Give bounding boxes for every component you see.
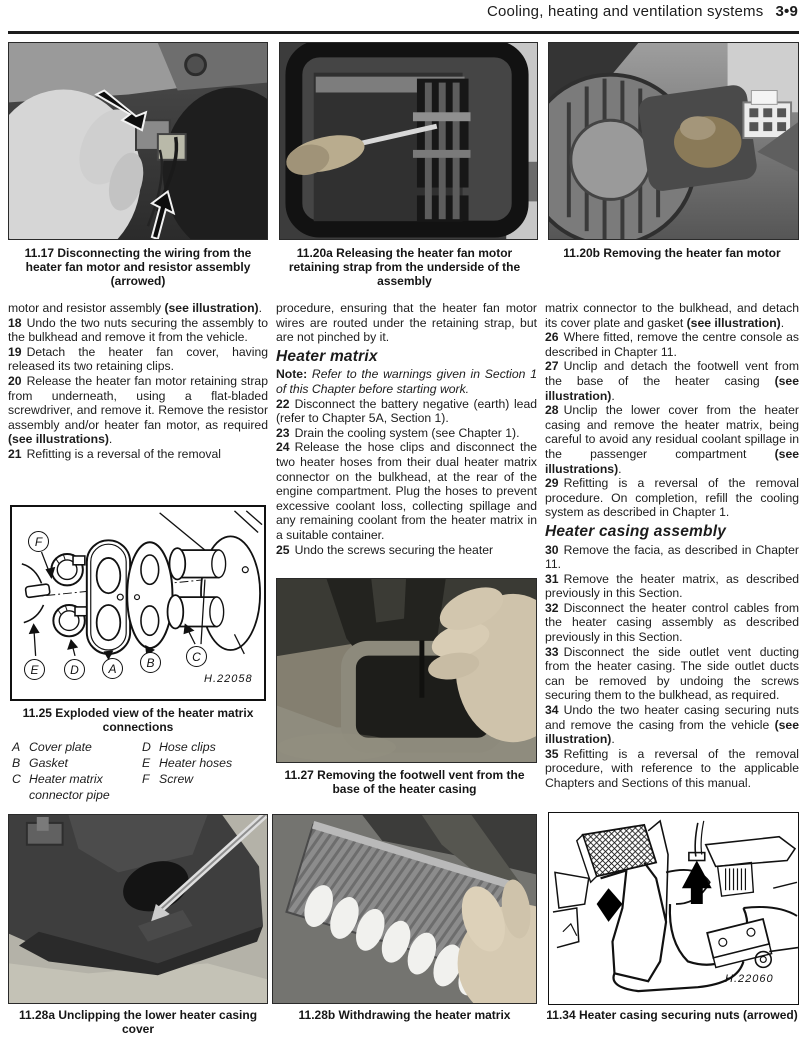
drawing-code: H.22058: [204, 673, 253, 685]
diagram-caption: 11.34 Heater casing securing nuts (arrowed): [546, 1008, 798, 1022]
photo-caption: 11.27 Removing the footwell vent from the base of the heater casing: [284, 768, 525, 797]
paragraph: 19 Detach the heater fan cover, having released its two retaining clips.: [8, 344, 268, 374]
paragraph: 26 Where fitted, remove the centre console as described in Chapter 11.: [545, 330, 799, 359]
photo-11-28b: [272, 814, 537, 1004]
chapter-title: Cooling, heating and ventilation systems: [486, 3, 764, 20]
paragraph: 20 Release the heater fan motor retaining strap from underneath, using a flat-bladed screwdriver, and remove it. Remove the resistor assembly and/or heater fan motor, as required (see illustrations).: [8, 373, 268, 447]
photo-caption: 11.28b Withdrawing the heater matrix: [298, 1008, 511, 1022]
paragraph: matrix connector to the bulkhead, and detach its cover plate and gasket (see illustration).: [545, 301, 799, 330]
legend-item: D Hose clips: [142, 740, 216, 754]
paragraph: 22 Disconnect the battery negative (earth) lead (refer to Chapter 5A, Section 1).: [276, 396, 537, 426]
paragraph: motor and resistor assembly (see illustration).: [8, 301, 262, 315]
paragraph: 31 Remove the heater matrix, as described previously in this Section.: [545, 571, 799, 601]
pointer-marker: [597, 888, 623, 922]
photo-11-28a: [8, 814, 268, 1004]
callout-f: F: [28, 531, 49, 552]
callout-d: D: [64, 659, 85, 680]
diagram-caption: 11.25 Exploded view of the heater matrix connections: [22, 706, 254, 735]
legend-item: F Screw: [142, 771, 194, 786]
photo-11-20a: [279, 42, 538, 240]
paragraph: 35 Refitting is a reversal of the removal procedure, with reference to the applicable Chapters and Sections of this manual.: [545, 746, 799, 790]
legend-item: C Heater matrix connector pipe: [12, 771, 110, 802]
legend-item: A Cover plate: [12, 740, 92, 754]
paragraph: 21 Refitting is a reversal of the removal: [8, 446, 221, 461]
section-heading: Heater matrix: [276, 347, 378, 365]
paragraph: 34 Undo the two heater casing securing nuts and remove the casing from the vehicle (see illustration).: [545, 703, 799, 747]
text-column-middle: [276, 301, 537, 557]
callout-c: C: [186, 646, 207, 667]
paragraph: 27 Unclip and detach the footwell vent from the base of the heater casing (see illustration).: [545, 359, 799, 403]
photo-11-27: [276, 578, 537, 763]
diagram-11-25: [10, 505, 266, 701]
callout-b: B: [140, 652, 161, 673]
diagram-11-34: [548, 812, 799, 1005]
page-header: [487, 3, 798, 20]
photo-11-17: [8, 42, 268, 240]
callout-a: A: [102, 658, 123, 679]
paragraph: 18 Undo the two nuts securing the assembly to the bulkhead and remove it from the vehicle.: [8, 315, 268, 345]
paragraph: 32 Disconnect the heater control cables from the heater casing assembly as described previously in this Section.: [545, 600, 799, 645]
text-column-right: [545, 301, 799, 791]
paragraph: Note: Refer to the warnings given in Section 1 of this Chapter before starting work.: [276, 367, 537, 396]
photo-caption: 11.20a Releasing the heater fan motor retaining strap from the underside of the assembly: [288, 246, 521, 289]
callout-e: E: [24, 659, 45, 680]
legend-item: E Heater hoses: [142, 755, 233, 770]
section-heading: Heater casing assembly: [545, 522, 727, 540]
photo-11-20b: [548, 42, 799, 240]
legend-item: B Gasket: [12, 755, 68, 770]
text-column-left: [8, 301, 268, 462]
arrow-icon: [682, 861, 712, 905]
paragraph: 28 Unclip the lower cover from the heater casing and remove the heater matrix, being careful to avoid any residual coolant spillage in the passenger compartment (see illustrations).: [545, 403, 800, 476]
paragraph: procedure, ensuring that the heater fan motor wires are routed under the retaining strap, but are not pinched by it.: [276, 301, 537, 345]
paragraph: 33 Disconnect the side outlet vent ducting from the heater casing. The side outlet ducts can be removed by undoing the screws securing them to the bulkhead, as required.: [545, 644, 799, 703]
paragraph: 29 Refitting is a reversal of the removal procedure. On completion, refill the cooling system as described in Chapter 1.: [545, 476, 799, 520]
paragraph: 24 Release the hose clips and disconnect the two heater hoses from their dual heater matrix connector on the bulkhead, at the rear of the engine compartment. Plug the hoses to prevent excessive coolant loss, collecting spillage and any remaining coolant from the heater matrix in a suitable container.: [276, 440, 537, 542]
photo-caption: 11.28a Unclipping the lower heater casing cover: [18, 1008, 258, 1037]
photo-caption: 11.20b Removing the heater fan motor: [563, 246, 781, 260]
diagram-legend: [12, 740, 262, 804]
photo-caption: 11.17 Disconnecting the wiring from the heater fan motor and resistor assembly (arrowed): [24, 246, 252, 289]
paragraph: 30 Remove the facia, as described in Chapter 11.: [545, 542, 799, 572]
page-number: 3•9: [775, 3, 798, 20]
paragraph: 23 Drain the cooling system (see Chapter 1).: [276, 425, 520, 440]
drawing-code: H.22060: [725, 973, 774, 985]
paragraph: 25 Undo the screws securing the heater: [276, 542, 494, 557]
header-rule: [8, 31, 799, 34]
